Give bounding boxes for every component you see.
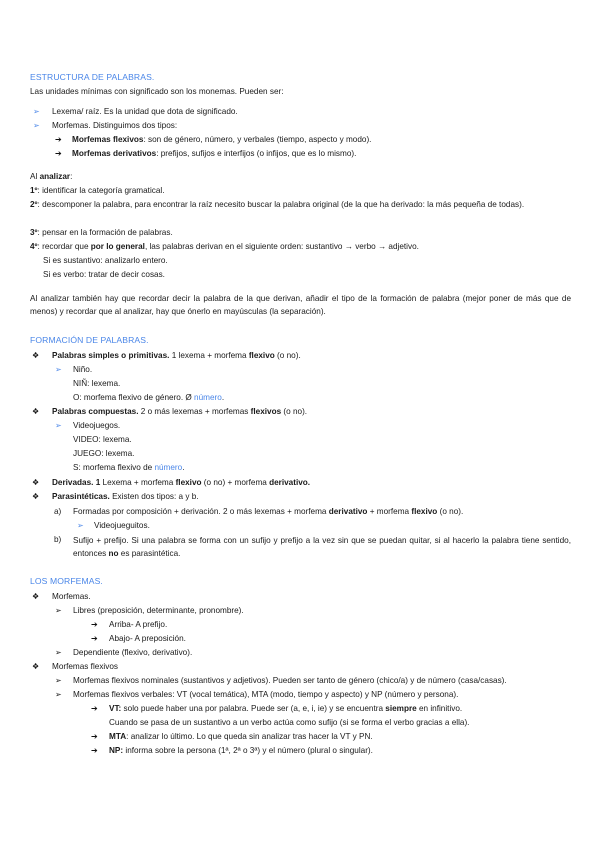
list-item: O: morfema flexivo de género. Ø número. (73, 393, 225, 402)
diamond-bullet-icon: ❖ (32, 592, 40, 601)
arrowhead-bullet-icon: ➢ (55, 421, 62, 430)
list-item: S: morfema flexivo de número. (73, 463, 185, 472)
step-item: 3º: pensar en la formación de palabras. (30, 228, 173, 237)
arrowhead-bullet-icon: ➢ (77, 521, 84, 530)
diamond-bullet-icon: ❖ (32, 351, 40, 360)
list-item: Lexema/ raíz. Es la unidad que dota de significado. (52, 107, 238, 116)
arrowhead-bullet-icon: ➢ (55, 648, 62, 657)
diamond-bullet-icon: ❖ (32, 492, 40, 501)
list-item: Libres (preposición, determinante, pronombre). (73, 606, 244, 615)
list-item: Videojuegos. (73, 421, 121, 430)
diamond-bullet-icon: ❖ (32, 478, 40, 487)
bold-arrow-icon: ➔ (91, 704, 98, 713)
diamond-bullet-icon: ❖ (32, 662, 40, 671)
step-detail: Si es verbo: tratar de decir cosas. (43, 270, 165, 279)
analizar-heading: Al analizar: (30, 172, 73, 181)
step-detail: Si es sustantivo: analizarlo entero. (43, 256, 168, 265)
arrowhead-bullet-icon: ➢ (55, 690, 62, 699)
list-item: Morfemas. (52, 592, 91, 601)
list-item: Niño. (73, 365, 93, 374)
bold-arrow-icon: ➔ (55, 149, 62, 158)
list-item: VT: solo puede haber una por palabra. Puede ser (a, e, i, ie) y se encuentra siempre en infinitivo. (109, 704, 463, 713)
list-item: Palabras simples o primitivas. 1 lexema + morfema flexivo (o no). (52, 351, 301, 360)
section-heading: ESTRUCTURA DE PALABRAS. (30, 72, 155, 82)
list-item: Morfemas flexivos: son de género, número, y verbales (tiempo, aspecto y modo). (72, 135, 372, 144)
bold-arrow-icon: ➔ (91, 634, 98, 643)
step-item: 4º: recordar que por lo general, las palabras derivan en el siguiente orden: sustantivo → verbo → adjetivo. (30, 242, 419, 251)
list-item: NIÑ: lexema. (73, 379, 121, 388)
list-item: Dependiente (flexivo, derivativo). (73, 648, 193, 657)
list-item: Arriba- A prefijo. (109, 620, 168, 629)
list-item: Parasintéticas. Existen dos tipos: a y b. (52, 492, 199, 501)
list-item: Morfemas. Distinguimos dos tipos: (52, 121, 178, 130)
bold-arrow-icon: ➔ (91, 746, 98, 755)
arrowhead-bullet-icon: ➢ (33, 107, 40, 116)
list-item-continuation: Cuando se pasa de un sustantivo a un verbo actúa como sufijo (si se forma el verbo gracias a ella). (109, 718, 470, 727)
list-item: JUEGO: lexema. (73, 449, 135, 458)
bold-arrow-icon: ➔ (91, 732, 98, 741)
list-item: MTA: analizar lo último. Lo que queda sin analizar tras hacer la VT y PN. (109, 732, 373, 741)
list-item: Formadas por composición + derivación. 2 o más lexemas + morfema derivativo + morfema flexivo (o no). (73, 507, 464, 516)
list-item: Sufijo + prefijo. Si una palabra se forma con un sufijo y prefijo a la vez sin que se puedan quitar, si al hacerlo la palabra tiene sentido, entonces no es parasintética. (73, 536, 571, 558)
diamond-bullet-icon: ❖ (32, 407, 40, 416)
list-item: Videojueguitos. (94, 521, 150, 530)
list-item: NP: informa sobre la persona (1ª, 2ª o 3ª) y el número (plural o singular). (109, 746, 373, 755)
note-paragraph: Al analizar también hay que recordar decir la palabra de la que derivan, añadir el tipo de la formación de palabra (mejor poner de más que de menos) y recordar que al analizar, hay que ónerlo en mayúsculas (la separación). (30, 294, 571, 316)
section-heading: LOS MORFEMAS. (30, 576, 103, 586)
list-item: VIDEO: lexema. (73, 435, 132, 444)
arrowhead-bullet-icon: ➢ (55, 606, 62, 615)
arrowhead-bullet-icon: ➢ (55, 365, 62, 374)
list-item: Abajo- A preposición. (109, 634, 186, 643)
bold-arrow-icon: ➔ (55, 135, 62, 144)
list-item: Morfemas derivativos: prefijos, sufijos e interfijos (o infijos, que es lo mismo). (72, 149, 357, 158)
arrowhead-bullet-icon: ➢ (33, 121, 40, 130)
list-label: a) (54, 507, 62, 516)
list-item: Morfemas flexivos (52, 662, 118, 671)
list-item: Derivadas. 1 Lexema + morfema flexivo (o no) + morfema derivativo. (52, 478, 311, 487)
list-item: Morfemas flexivos nominales (sustantivos y adjetivos). Pueden ser tanto de género (chico/a) y de número (casa/casas). (73, 676, 507, 685)
section-heading: FORMACIÓN DE PALABRAS. (30, 335, 149, 345)
bold-arrow-icon: ➔ (91, 620, 98, 629)
intro-text: Las unidades mínimas con significado son los monemas. Pueden ser: (30, 87, 284, 96)
list-item: Palabras compuestas. 2 o más lexemas + morfemas flexivos (o no). (52, 407, 308, 416)
step-item: 1º: identificar la categoría gramatical. (30, 186, 165, 195)
list-item: Morfemas flexivos verbales: VT (vocal temática), MTA (modo, tiempo y aspecto) y NP (número y persona). (73, 690, 459, 699)
arrowhead-bullet-icon: ➢ (55, 676, 62, 685)
step-item: 2º: descomponer la palabra, para encontrar la raíz necesito buscar la palabra original (de la que ha derivado: la más pequeña de todas). (30, 200, 525, 209)
list-label: b) (54, 535, 62, 544)
